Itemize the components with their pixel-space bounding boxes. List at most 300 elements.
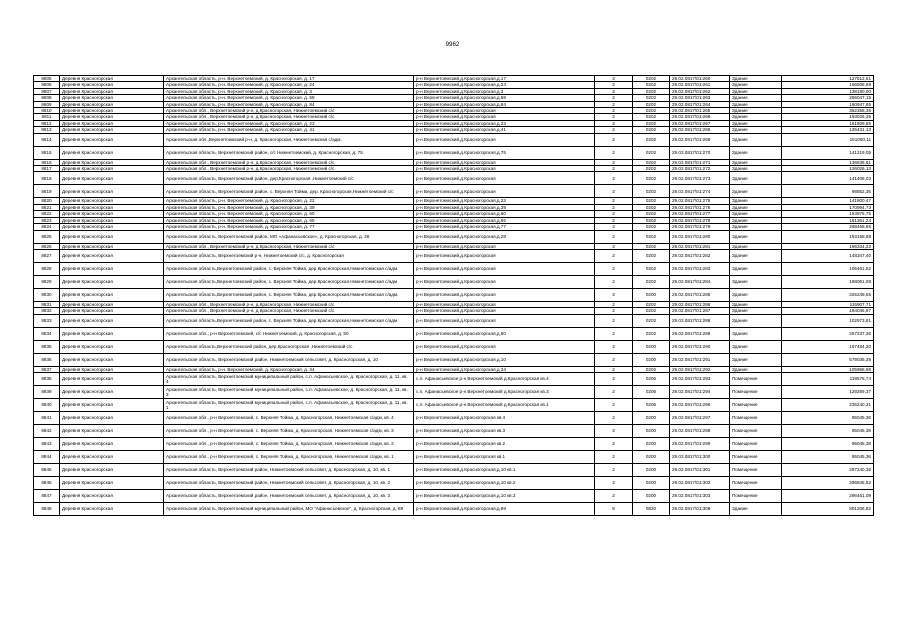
full-address-cell: Архангельская область,Верхнетоемский район, дер.Красногорская ,Нижнетоемский с/с	[164, 340, 414, 353]
record-number-cell: 8830	[34, 288, 60, 301]
object-type-cell: Здание	[730, 249, 782, 262]
cadastral-value-cell: 148347,40	[782, 249, 874, 262]
quantity-cell: 2	[595, 146, 633, 159]
record-number-cell: 8842	[34, 425, 60, 438]
short-location-cell: р-н Верхнетоемский,д.Красногорская	[414, 340, 595, 353]
short-location-cell: р-н Верхнетоемский,д.Красногорская,д.34	[414, 366, 595, 372]
full-address-cell: Архангельская область,Верхнетоемский район, с. Верхняя Тойма, дер.Красногорская,Нижнетоемская с/адм	[164, 314, 414, 327]
full-address-cell: Архангельская обл., Верхнетоемский р-н, д.Красногорская, Нижнетоемский с/с	[164, 243, 414, 249]
full-address-cell: Архангельская область, р-н. Верхнетоемский, д. Красногорская, д. 65	[164, 217, 414, 223]
table-row	[34, 172, 874, 185]
cadastral-number-cell: 29.02.0817\01:286	[670, 301, 730, 307]
record-number-cell: 8815	[34, 146, 60, 159]
category-code-cell: 0202	[633, 95, 670, 101]
record-number-cell: 8841	[34, 412, 60, 425]
record-number-cell: 8846	[34, 477, 60, 490]
cadastral-value-cell: 325249,55	[782, 288, 874, 301]
category-code-cell: 0202	[633, 88, 670, 94]
object-type-cell: Здание	[730, 198, 782, 204]
object-type-cell: Здание	[730, 159, 782, 165]
settlement-name-cell: Деревня Красногорская	[60, 108, 164, 114]
cadastral-value-cell: 193026,35	[782, 114, 874, 120]
record-number-cell: 8834	[34, 327, 60, 340]
quantity-cell: 2	[595, 217, 633, 223]
record-number-cell: 8826	[34, 243, 60, 249]
cadastral-value-cell: 296845,92	[782, 477, 874, 490]
record-number-cell: 8833	[34, 314, 60, 327]
full-address-cell: Архангельская обл., Верхнетоемский р-н, д.Красногорская, Нижнетоемский с/с	[164, 166, 414, 172]
record-number-cell: 8828	[34, 262, 60, 275]
cadastral-number-cell: 29.02.0817\01:272	[670, 166, 730, 172]
full-address-cell: Архангельская область,Верхнетоемский район, с. Верхняя Тойма, дер.Красногорская,Нижнетоемская с/адм.	[164, 288, 414, 301]
short-location-cell: р-н Верхнетоемский,д.Красногорская,д.17	[414, 76, 595, 82]
settlement-name-cell: Деревня Красногорская	[60, 101, 164, 107]
table-row	[34, 386, 874, 399]
record-number-cell: 8829	[34, 275, 60, 288]
cadastral-number-cell: 29.02.0817\01:273	[670, 172, 730, 185]
cadastral-value-cell: 98852,35	[782, 185, 874, 198]
settlement-name-cell: Деревня Красногорская	[60, 340, 164, 353]
settlement-name-cell: Деревня Красногорская	[60, 327, 164, 340]
record-number-cell: 8835	[34, 340, 60, 353]
full-address-cell: Архангельская область,Верхнетоемский район, с. Верхняя Тойма, дер.Красногорская,Нижнетоемская с/адм.	[164, 262, 414, 275]
full-address-cell: Архангельская область, Верхнетоемский район, Нижнетоемский сельсовет, д. Красногорская, д. 10, кв. 1	[164, 464, 414, 477]
short-location-cell: р-н Верхнетоемский,д.Красногорская,д.28	[414, 230, 595, 243]
cadastral-value-cell: 268458,85	[782, 224, 874, 230]
object-type-cell: Здание	[730, 211, 782, 217]
table-row	[34, 288, 874, 301]
object-type-cell: Здание	[730, 166, 782, 172]
object-type-cell: Здание	[730, 314, 782, 327]
full-address-cell: Архангельская обл., Верхнетоемский р-н, д.Красногорская, Нижнетоемский с/с	[164, 301, 414, 307]
cadastral-number-cell: 29.02.0817\01:277	[670, 211, 730, 217]
settlement-name-cell: Деревня Красногорская	[60, 217, 164, 223]
category-code-cell: 0202	[633, 198, 670, 204]
settlement-name-cell: Деревня Красногорская	[60, 88, 164, 94]
settlement-name-cell: Деревня Красногорская	[60, 114, 164, 120]
category-code-cell: 0200	[633, 288, 670, 301]
table-row	[34, 185, 874, 198]
cadastral-value-cell: 168061,08	[782, 275, 874, 288]
quantity-cell: 2	[595, 314, 633, 327]
record-number-cell: 8818	[34, 172, 60, 185]
short-location-cell: р-н Верхнетоемский,д.Красногорская,д.22	[414, 198, 595, 204]
quantity-cell: 2	[595, 249, 633, 262]
category-code-cell: 0202	[633, 230, 670, 243]
full-address-cell: Архангельская область, Верхнетоемский муниципальный район, с.п. Афанасьевское, д. Красногорская, д. 11, кв. 4	[164, 373, 414, 386]
category-code-cell: 0202	[633, 120, 670, 126]
object-type-cell: Здание	[730, 114, 782, 120]
short-location-cell: р-н Верхнетоемский,д.Красногорская,д.10 кв.2	[414, 477, 595, 490]
cadastral-number-cell: 29.02.0817\01:282	[670, 249, 730, 262]
category-code-cell: 0202	[633, 108, 670, 114]
cadastral-value-cell: 297240,36	[782, 464, 874, 477]
settlement-name-cell: Деревня Красногорская	[60, 353, 164, 366]
short-location-cell: с.п. Афанасьевское р-н Верхнетоемский д.Красногорская кв.4	[414, 373, 595, 386]
settlement-name-cell: Деревня Красногорская	[60, 503, 164, 516]
category-code-cell: 0206	[633, 373, 670, 386]
quantity-cell: 2	[595, 166, 633, 172]
object-type-cell: Здание	[730, 95, 782, 101]
cadastral-number-cell: 29.02.0817\01:270	[670, 146, 730, 159]
settlement-name-cell: Деревня Красногорская	[60, 204, 164, 210]
record-number-cell: 8843	[34, 438, 60, 451]
short-location-cell: р-н Верхнетоемский,д.Красногорская,д.75	[414, 146, 595, 159]
full-address-cell: Архангельская область, Верхнетоемский район, с/с Нижнетоемский, д. Красногорская, д. 75	[164, 146, 414, 159]
quantity-cell: 2	[595, 101, 633, 107]
record-number-cell: 8827	[34, 249, 60, 262]
object-type-cell: Помещение	[730, 373, 782, 386]
quantity-cell: 2	[595, 108, 633, 114]
category-code-cell: 0202	[633, 366, 670, 372]
table-row	[34, 438, 874, 451]
cadastral-number-cell: 29.02.0817\01:293	[670, 373, 730, 386]
object-type-cell: Здание	[730, 275, 782, 288]
cadastral-value-cell: 166508,69	[782, 82, 874, 88]
short-location-cell: р-н Верхнетоемский,д.Красногорская,д.58	[414, 95, 595, 101]
short-location-cell: р-н Верхнетоемский,д.Красногорская	[414, 166, 595, 172]
settlement-name-cell: Деревня Красногорская	[60, 120, 164, 126]
cadastral-number-cell: 29.02.0817\01:303	[670, 490, 730, 503]
object-type-cell: Здание	[730, 88, 782, 94]
category-code-cell: 0206	[633, 399, 670, 412]
short-location-cell: р-н Верхнетоемский,д.Красногорская	[414, 133, 595, 146]
full-address-cell: Архангельская область, р-н. Верхнетоемский, д. Красногорская, д. 41	[164, 127, 414, 133]
table-row	[34, 373, 874, 386]
quantity-cell: 2	[595, 425, 633, 438]
record-number-cell: 8848	[34, 503, 60, 516]
registry-body	[34, 76, 874, 516]
quantity-cell: 2	[595, 275, 633, 288]
quantity-cell: 2	[595, 120, 633, 126]
short-location-cell: р-н Верхнетоемский,д.Красногорская	[414, 308, 595, 314]
quantity-cell: 2	[595, 301, 633, 307]
cadastral-number-cell: 29.02.0817\01:279	[670, 224, 730, 230]
cadastral-number-cell: 29.02.0817\01:285	[670, 288, 730, 301]
category-code-cell: 0202	[633, 224, 670, 230]
short-location-cell: р-н Верхнетоемский,д.Красногорская,д.41	[414, 127, 595, 133]
object-type-cell: Помещение	[730, 399, 782, 412]
short-location-cell: р-н Верхнетоемский,д.Красногорская,д.39	[414, 204, 595, 210]
settlement-name-cell: Деревня Красногорская	[60, 301, 164, 307]
full-address-cell: Архангельская обл., Верхнетоемский р-н, д.Красногорская, Нижнетоемский с/с	[164, 159, 414, 165]
object-type-cell: Здание	[730, 327, 782, 340]
cadastral-value-cell: 102973,81	[782, 314, 874, 327]
settlement-name-cell: Деревня Красногорская	[60, 451, 164, 464]
quantity-cell: 2	[595, 243, 633, 249]
full-address-cell: Архангельская область, Верхнетоемский муниципальный район, МО "Афанасьевское", д. Красногорская, д. 89	[164, 503, 414, 516]
category-code-cell: 0200	[633, 353, 670, 366]
cadastral-value-cell: 141800,47	[782, 198, 874, 204]
settlement-name-cell: Деревня Красногорская	[60, 82, 164, 88]
record-number-cell: 8845	[34, 464, 60, 477]
quantity-cell: 2	[595, 412, 633, 425]
record-number-cell: 8836	[34, 353, 60, 366]
full-address-cell: Архангельская область, р-н. Верхнетоемский, д. Красногорская, д. 34	[164, 366, 414, 372]
cadastral-number-cell: 29.02.0817\01:264	[670, 101, 730, 107]
property-registry-table	[33, 75, 874, 516]
category-code-cell: 0202	[633, 114, 670, 120]
category-code-cell: 0200	[633, 425, 670, 438]
cadastral-value-cell: 95045,38	[782, 425, 874, 438]
cadastral-number-cell: 29.02.0817\01:287	[670, 308, 730, 314]
object-type-cell: Помещение	[730, 425, 782, 438]
record-number-cell: 8806	[34, 82, 60, 88]
quantity-cell: 2	[595, 288, 633, 301]
cadastral-value-cell: 129269,37	[782, 386, 874, 399]
settlement-name-cell: Деревня Красногорская	[60, 425, 164, 438]
record-number-cell: 8805	[34, 76, 60, 82]
cadastral-number-cell: 29.02.0817\01:260	[670, 76, 730, 82]
short-location-cell: р-н Верхнетоемский,д.Красногорская	[414, 108, 595, 114]
settlement-name-cell: Деревня Красногорская	[60, 477, 164, 490]
settlement-name-cell: Деревня Красногорская	[60, 262, 164, 275]
quantity-cell: 2	[595, 198, 633, 204]
settlement-name-cell: Деревня Красногорская	[60, 185, 164, 198]
category-code-cell: 0202	[633, 211, 670, 217]
short-location-cell: р-н Верхнетоемский,д.Красногорская,д.23	[414, 120, 595, 126]
cadastral-value-cell: 126026,13	[782, 166, 874, 172]
cadastral-number-cell: 29.02.0817\01:268	[670, 127, 730, 133]
table-row	[34, 275, 874, 288]
cadastral-value-cell: 95045,36	[782, 412, 874, 425]
object-type-cell: Здание	[730, 127, 782, 133]
quantity-cell: 2	[595, 76, 633, 82]
cadastral-value-cell: 119578,74	[782, 373, 874, 386]
object-type-cell: Помещение	[730, 451, 782, 464]
short-location-cell: р-н Верхнетоемский,д.Красногорская,д.60	[414, 211, 595, 217]
full-address-cell: Архангельская область, Верхнетоемский муниципальный район, с.п. Афанасьевское, д. Красногорская, д. 11, кв. 1	[164, 399, 414, 412]
full-address-cell: Архангельская область, Верхнетоемский р-н, Нижнетоемский с/с, д. Красногорская	[164, 249, 414, 262]
category-code-cell: 0202	[633, 262, 670, 275]
object-type-cell: Здание	[730, 288, 782, 301]
full-address-cell: Архангельская область, Верхнетоемский район, с. Верхняя Тойма, дер. Красногорская,Нижнетоемский с/с	[164, 185, 414, 198]
cadastral-value-cell: 296451,09	[782, 490, 874, 503]
full-address-cell: Архангельская область, р-н. Верхнетоемский, д. Красногорская, д. 3	[164, 88, 414, 94]
cadastral-value-cell: 362358,35	[782, 108, 874, 114]
cadastral-value-cell: 170994,73	[782, 204, 874, 210]
cadastral-number-cell: 29.02.0817\01:294	[670, 386, 730, 399]
cadastral-value-cell: 115907,71	[782, 301, 874, 307]
object-type-cell: Помещение	[730, 490, 782, 503]
cadastral-number-cell: 29.02.0817\01:301	[670, 464, 730, 477]
object-type-cell: Здание	[730, 243, 782, 249]
category-code-cell: 0202	[633, 204, 670, 210]
record-number-cell: 8837	[34, 366, 60, 372]
table-row	[34, 353, 874, 366]
object-type-cell: Здание	[730, 204, 782, 210]
category-code-cell: 0202	[633, 249, 670, 262]
full-address-cell: Архангельская область, Верхнетоемский район, Нижнетоемский сельсовет, д. Красногорская, д. 10, кв. 3	[164, 490, 414, 503]
settlement-name-cell: Деревня Красногорская	[60, 308, 164, 314]
cadastral-value-cell: 141219,05	[782, 146, 874, 159]
object-type-cell: Здание	[730, 353, 782, 366]
settlement-name-cell: Деревня Красногорская	[60, 412, 164, 425]
cadastral-number-cell: 29.02.0817\01:266	[670, 114, 730, 120]
table-row	[34, 425, 874, 438]
settlement-name-cell: Деревня Красногорская	[60, 76, 164, 82]
object-type-cell: Здание	[730, 224, 782, 230]
settlement-name-cell: Деревня Красногорская	[60, 386, 164, 399]
cadastral-value-cell: 164046,87	[782, 308, 874, 314]
cadastral-number-cell: 29.02.0817\01:269	[670, 133, 730, 146]
quantity-cell: 2	[595, 327, 633, 340]
short-location-cell: р-н Верхнетоемский,д.Красногорская	[414, 159, 595, 165]
table-row	[34, 399, 874, 412]
settlement-name-cell: Деревня Красногорская	[60, 490, 164, 503]
cadastral-value-cell: 95045,36	[782, 451, 874, 464]
cadastral-value-cell: 105958,98	[782, 366, 874, 372]
settlement-name-cell: Деревня Красногорская	[60, 288, 164, 301]
category-code-cell: 0200	[633, 438, 670, 451]
quantity-cell: 2	[595, 373, 633, 386]
page-number: 9962	[445, 41, 460, 48]
full-address-cell: Архангельская обл., Верхнетоемский р-н, д.Красногорская, Нижнетоемский с/с	[164, 114, 414, 120]
category-code-cell: 0202	[633, 166, 670, 172]
category-code-cell: 0202	[633, 217, 670, 223]
full-address-cell: Архангельская обл., Верхнетоемский р-н, д.Красногорская, Нижнетоемский с/с	[164, 308, 414, 314]
cadastral-number-cell: 29.02.0817\01:291	[670, 353, 730, 366]
short-location-cell: р-н Верхнетоемский,д.Красногорская	[414, 262, 595, 275]
table-row	[34, 249, 874, 262]
settlement-name-cell: Деревня Красногорская	[60, 243, 164, 249]
cadastral-number-cell: 29.02.0817\01:290	[670, 340, 730, 353]
settlement-name-cell: Деревня Красногорская	[60, 275, 164, 288]
quantity-cell: 2	[595, 133, 633, 146]
short-location-cell: р-н Верхнетоемский,д.Красногорская кв.3	[414, 425, 595, 438]
settlement-name-cell: Деревня Красногорская	[60, 464, 164, 477]
table-row	[34, 146, 874, 159]
full-address-cell: Архангельская обл.,Верхнетоемский р-н, д. Красногорская, Нижнетоемская с/адм.	[164, 133, 414, 146]
cadastral-value-cell: 161809,85	[782, 120, 874, 126]
short-location-cell: с.п. Афанасьевское р-н Верхнетоемский д.Красногорская кв.1	[414, 399, 595, 412]
cadastral-value-cell: 163158,88	[782, 230, 874, 243]
cadastral-number-cell: 29.02.0817\01:298	[670, 425, 730, 438]
cadastral-value-cell: 167454,30	[782, 340, 874, 353]
category-code-cell: 0200	[633, 464, 670, 477]
quantity-cell: 2	[595, 386, 633, 399]
record-number-cell: 8844	[34, 451, 60, 464]
category-code-cell: 0202	[633, 127, 670, 133]
short-location-cell: р-н Верхнетоемский,д.Красногорская,д.84	[414, 101, 595, 107]
quantity-cell: 2	[595, 438, 633, 451]
object-type-cell: Помещение	[730, 477, 782, 490]
short-location-cell: р-н Верхнетоемский,д.Красногорская,д.10 кв.3	[414, 490, 595, 503]
record-number-cell: 8807	[34, 88, 60, 94]
category-code-cell: 0202	[633, 159, 670, 165]
quantity-cell: 2	[595, 464, 633, 477]
cadastral-value-cell: 235240,31	[782, 399, 874, 412]
full-address-cell: Архангельская область, Верхнетоемский муниципальный район, с.п. Афанасьевское, д. Красногорская, д. 11, кв. 3	[164, 386, 414, 399]
table-row	[34, 503, 874, 516]
category-code-cell: 0202	[633, 185, 670, 198]
quantity-cell: 2	[595, 204, 633, 210]
settlement-name-cell: Деревня Красногорская	[60, 172, 164, 185]
object-type-cell: Здание	[730, 172, 782, 185]
short-location-cell: р-н Верхнетоемский,д.Красногорская	[414, 185, 595, 198]
object-type-cell: Здание	[730, 340, 782, 353]
record-number-cell: 8824	[34, 224, 60, 230]
full-address-cell: Архангельская обл., р-н Верхнетоемский, с. Верхняя Тойма, д. Красногорская, Нижнетоемская с/адм, кв. 2	[164, 438, 414, 451]
quantity-cell: 2	[595, 230, 633, 243]
settlement-name-cell: Деревня Красногорская	[60, 133, 164, 146]
category-code-cell: 0202	[633, 82, 670, 88]
record-number-cell: 8832	[34, 308, 60, 314]
category-code-cell: 0200	[633, 451, 670, 464]
table-row	[34, 230, 874, 243]
category-code-cell: 0202	[633, 243, 670, 249]
quantity-cell: 2	[595, 224, 633, 230]
settlement-name-cell: Деревня Красногорская	[60, 249, 164, 262]
table-row	[34, 340, 874, 353]
full-address-cell: Архангельская область, р-н. Верхнетоемский, д. Красногорская, д. 23	[164, 120, 414, 126]
category-code-cell: 0202	[633, 275, 670, 288]
short-location-cell: р-н Верхнетоемский,д.Красногорская,д.50	[414, 327, 595, 340]
short-location-cell: р-н Верхнетоемский,д.Красногорская	[414, 249, 595, 262]
record-number-cell: 8823	[34, 217, 60, 223]
settlement-name-cell: Деревня Красногорская	[60, 314, 164, 327]
cadastral-number-cell: 29.02.0817\01:296	[670, 399, 730, 412]
short-location-cell: р-н Верхнетоемский,д.Красногорская,д.77	[414, 224, 595, 230]
quantity-cell: 2	[595, 211, 633, 217]
object-type-cell: Здание	[730, 301, 782, 307]
short-location-cell: р-н Верхнетоемский,д.Красногорская,д.10	[414, 353, 595, 366]
object-type-cell: Здание	[730, 366, 782, 372]
settlement-name-cell: Деревня Красногорская	[60, 224, 164, 230]
cadastral-value-cell: 138180,00	[782, 88, 874, 94]
quantity-cell: 2	[595, 95, 633, 101]
cadastral-value-cell: 160947,65	[782, 101, 874, 107]
category-code-cell: 0202	[633, 133, 670, 146]
cadastral-value-cell: 161361,24	[782, 217, 874, 223]
cadastral-number-cell: 29.02.0817\01:283	[670, 262, 730, 275]
quantity-cell: 2	[595, 127, 633, 133]
quantity-cell: 2	[595, 340, 633, 353]
category-code-cell: 0200	[633, 340, 670, 353]
record-number-cell: 8817	[34, 166, 60, 172]
object-type-cell: Здание	[730, 503, 782, 516]
short-location-cell: р-н Верхнетоемский,д.Красногорская,д.65	[414, 217, 595, 223]
quantity-cell: 2	[595, 477, 633, 490]
short-location-cell: р-н Верхнетоемский,д.Красногорская	[414, 288, 595, 301]
quantity-cell: 2	[595, 366, 633, 372]
quantity-cell: 2	[595, 451, 633, 464]
short-location-cell: р-н Верхнетоемский,д.Красногорская кв.1	[414, 451, 595, 464]
object-type-cell: Здание	[730, 76, 782, 82]
record-number-cell: 8821	[34, 204, 60, 210]
full-address-cell: Архангельская область, р-н. Верхнетоемский, д. Красногорская, д. 22	[164, 198, 414, 204]
cadastral-value-cell: 801206,82	[782, 503, 874, 516]
object-type-cell: Здание	[730, 308, 782, 314]
record-number-cell: 8808	[34, 95, 60, 101]
short-location-cell: с.п. Афанасьевское р-н Верхнетоемский д.Красногорская кв.3	[414, 386, 595, 399]
cadastral-value-cell: 141406,03	[782, 172, 874, 185]
cadastral-number-cell: 29.02.0817\01:299	[670, 438, 730, 451]
cadastral-number-cell: 29.02.0817\01:288	[670, 314, 730, 327]
table-row	[34, 314, 874, 327]
short-location-cell: р-н Верхнетоемский,д.Красногорская	[414, 172, 595, 185]
settlement-name-cell: Деревня Красногорская	[60, 95, 164, 101]
full-address-cell: Архангельская обл., р-н Верхнетоемский, с/с Нижнетоемский, д. Красногорская, д. 50	[164, 327, 414, 340]
record-number-cell: 8814	[34, 133, 60, 146]
record-number-cell: 8825	[34, 230, 60, 243]
category-code-cell: 0820	[633, 503, 670, 516]
record-number-cell: 8831	[34, 301, 60, 307]
cadastral-value-cell: 256047,15	[782, 95, 874, 101]
cadastral-value-cell: 151050,11	[782, 133, 874, 146]
cadastral-number-cell: 29.02.0817\01:275	[670, 198, 730, 204]
category-code-cell: 0202	[633, 301, 670, 307]
